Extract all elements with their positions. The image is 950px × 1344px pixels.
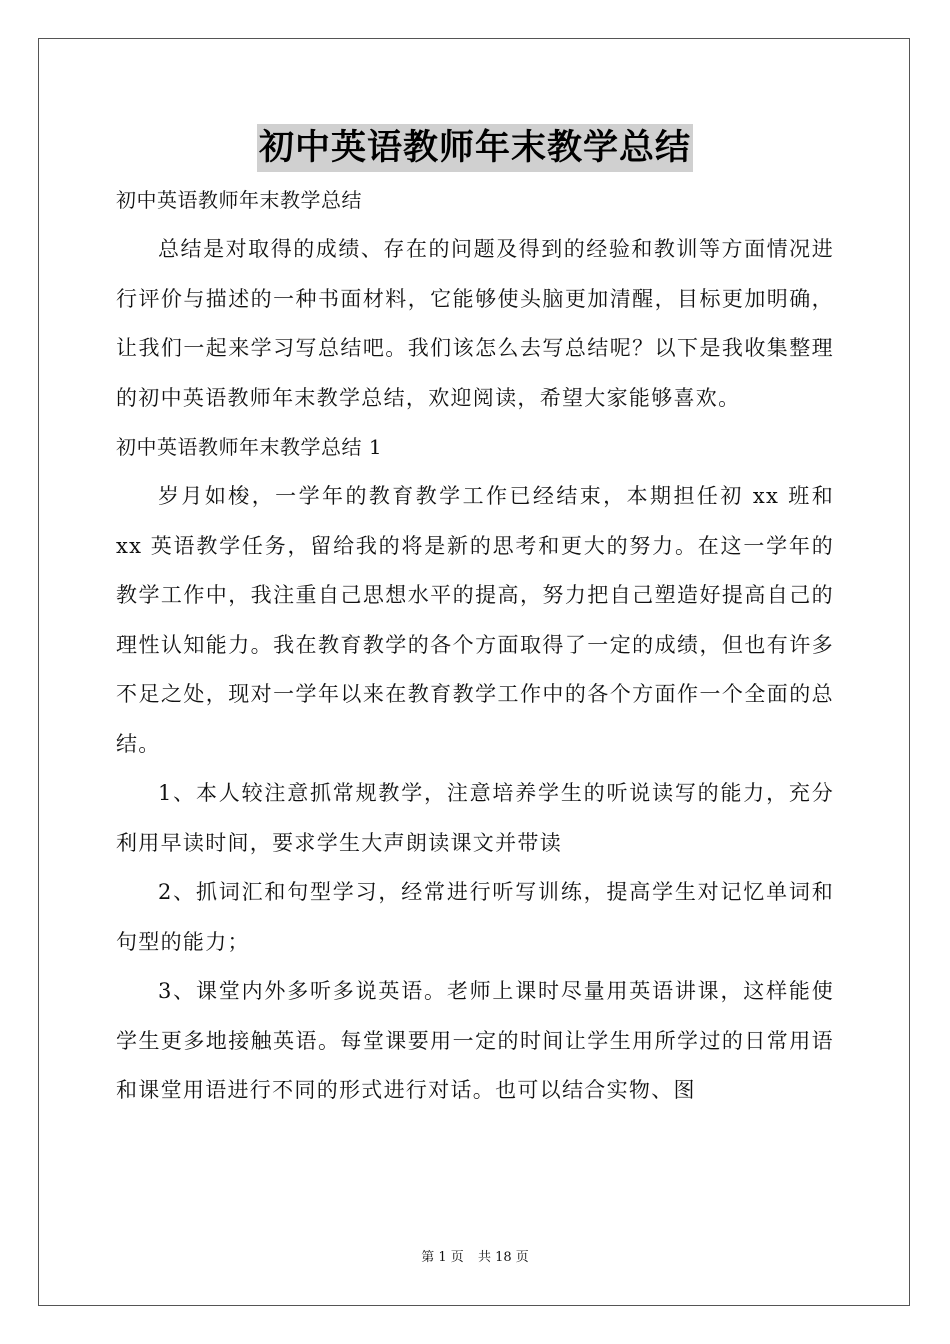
body-paragraph-4: 3、课堂内外多听多说英语。老师上课时尽量用英语讲课，这样能使学生更多地接触英语。每堂课要用一定的时间让学生用所学过的日常用语和课堂用语进行不同的形式进行对话。也可以结合实物、图 (116, 979, 834, 1102)
document-subtitle: 初中英语教师年末教学总结 (116, 188, 362, 212)
page-footer (0, 1246, 950, 1265)
page-number: 第 1 页 (421, 1250, 464, 1265)
body-paragraph-1: 岁月如梭，一学年的教育教学工作已经结束，本期担任初 xx 班和 xx 英语教学任务，留给我的将是新的思考和更大的努力。在这一学年的教学工作中，我注重自己思想水平的提高，努力把自己塑造好提高自己的理性认知能力。我在教育教学的各个方面取得了一定的成绩，但也有许多不足之处，现对一学年以来在教育教学工作中的各个方面作一个全面的总结。 (116, 484, 834, 756)
title-container (0, 124, 950, 172)
body-paragraph-2: 1、本人较注意抓常规教学，注意培养学生的听说读写的能力，充分利用早读时间，要求学生大声朗读课文并带读 (116, 781, 834, 855)
body-paragraph-3: 2、抓词汇和句型学习，经常进行听写训练，提高学生对记忆单词和句型的能力； (116, 880, 834, 954)
document-title: 初中英语教师年末教学总结 (257, 124, 693, 172)
document-body (116, 176, 834, 1116)
section-heading: 初中英语教师年末教学总结 1 (116, 435, 383, 459)
intro-paragraph: 总结是对取得的成绩、存在的问题及得到的经验和教训等方面情况进行评价与描述的一种书面材料，它能够使头脑更加清醒，目标更加明确，让我们一起来学习写总结吧。我们该怎么去写总结呢？以下是我收集整理的初中英语教师年末教学总结，欢迎阅读，希望大家能够喜欢。 (116, 237, 834, 410)
page-total: 共 18 页 (477, 1250, 529, 1265)
